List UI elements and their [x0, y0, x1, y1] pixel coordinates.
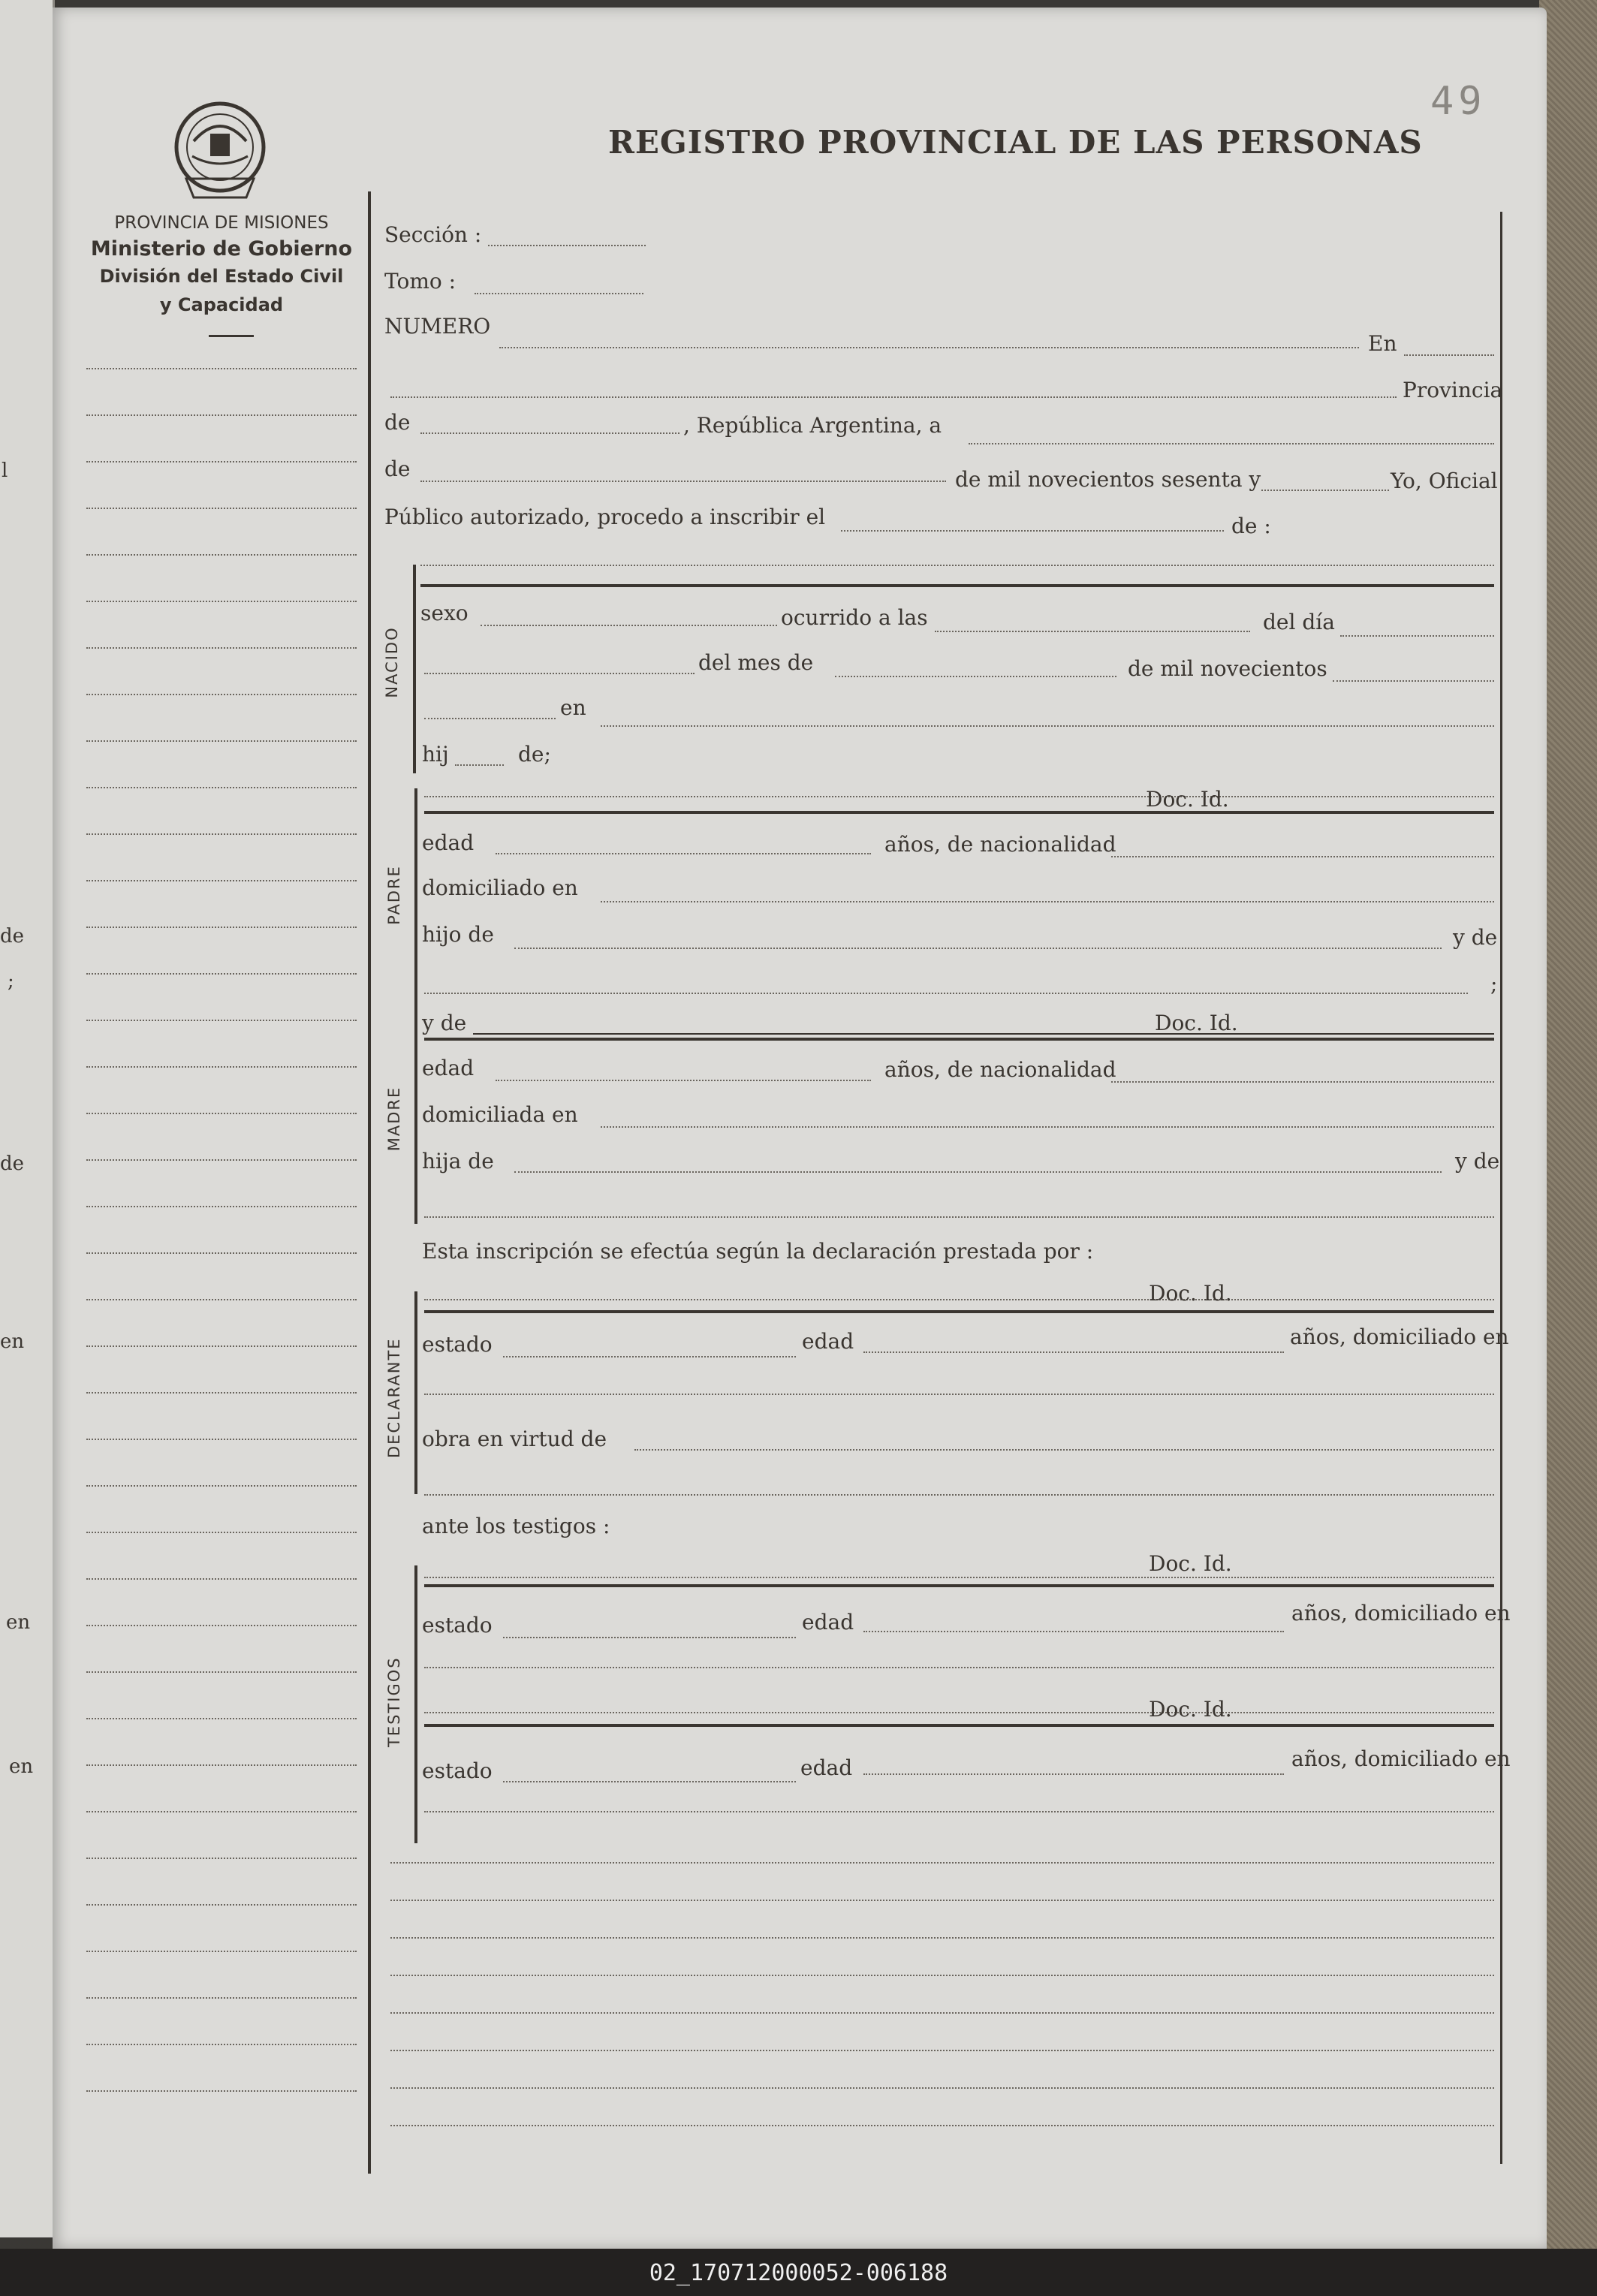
observation-line[interactable]	[390, 1900, 1494, 1901]
testigo1-edad-label: edad	[802, 1610, 854, 1635]
mil-sesenta-label: de mil novecientos sesenta y	[955, 467, 1261, 492]
observation-line[interactable]	[390, 1862, 1494, 1864]
testigo2-estado-label: estado	[422, 1758, 493, 1783]
testigos-bracket	[414, 1565, 417, 1843]
provincial-seal-icon	[171, 96, 269, 209]
testigo2-domicilio-field[interactable]	[424, 1811, 1494, 1812]
declarante-bracket	[414, 1291, 417, 1494]
margin-line[interactable]	[86, 461, 357, 463]
padre-name-dotline	[424, 796, 1494, 797]
margin-line[interactable]	[86, 973, 357, 975]
madre-name-line[interactable]	[473, 1033, 1494, 1035]
margin-line[interactable]	[86, 1997, 357, 1999]
testigo2-edad-label: edad	[800, 1755, 853, 1780]
province-field[interactable]	[420, 432, 679, 434]
hora-field[interactable]	[935, 631, 1250, 632]
left-page-fragment: ;	[8, 970, 14, 993]
anio-field[interactable]	[1333, 680, 1494, 682]
margin-line[interactable]	[86, 1439, 357, 1440]
padre-bracket	[414, 788, 417, 1014]
margin-line[interactable]	[86, 508, 357, 509]
publico-label: Público autorizado, procedo a inscribir el	[384, 505, 826, 529]
hija-de-label: hija de	[422, 1149, 494, 1174]
margin-line[interactable]	[86, 1020, 357, 1021]
padre-domicilio-label: domiciliado en	[422, 875, 578, 900]
date-day-field[interactable]	[969, 443, 1494, 444]
margin-line[interactable]	[86, 1578, 357, 1580]
header-dash	[209, 335, 254, 337]
seccion-label: Sección :	[384, 222, 482, 247]
provincia-label: Provincia	[1403, 378, 1503, 402]
yo-oficial-label: Yo, Oficial	[1391, 469, 1498, 493]
declarante-domicilio-field[interactable]	[424, 1394, 1494, 1395]
margin-line[interactable]	[86, 554, 357, 556]
declarante-label: DECLARANTE	[385, 1337, 403, 1458]
margin-line[interactable]	[86, 647, 357, 649]
margin-notes-column	[86, 368, 360, 2155]
de-label-2: de	[384, 456, 411, 481]
declarante-name-dotline	[424, 1299, 1494, 1300]
left-page-fragment: l	[2, 460, 8, 482]
margin-line[interactable]	[86, 1066, 357, 1068]
left-page-fragment: en	[9, 1755, 34, 1778]
padre-doc-label: Doc. Id.	[1146, 787, 1229, 812]
testigo1-name-dotline	[424, 1577, 1494, 1578]
padre-padre-field[interactable]	[514, 948, 1442, 949]
margin-line[interactable]	[86, 1299, 357, 1300]
padre-domicilio-field[interactable]	[601, 901, 1494, 902]
testigo2-name-dotline	[424, 1712, 1494, 1713]
testigo2-doc-label: Doc. Id.	[1149, 1697, 1232, 1722]
del-dia-label: del día	[1263, 610, 1335, 634]
padre-edad-field[interactable]	[496, 853, 871, 854]
nacido-name-dotline	[420, 565, 1494, 566]
testigo2-domicilio-label: años, domiciliado en	[1291, 1746, 1511, 1771]
nacido-name-line[interactable]	[420, 584, 1494, 587]
de-semicolon-label: de;	[518, 742, 551, 767]
observation-line[interactable]	[390, 1937, 1494, 1939]
left-page-fragment: en	[6, 1611, 31, 1634]
mil-novecientos-label: de mil novecientos	[1128, 656, 1327, 681]
header-ministry: Ministerio de Gobierno	[90, 237, 353, 261]
lugar-field[interactable]	[601, 725, 1494, 727]
dia-field[interactable]	[1340, 635, 1494, 637]
book-cover-cloth	[1539, 0, 1597, 2252]
padre-edad-label: edad	[422, 830, 475, 855]
left-page-edge	[0, 0, 55, 2237]
madre-name-rule	[424, 1038, 1494, 1041]
margin-line[interactable]	[86, 1811, 357, 1812]
declaracion-text: Esta inscripción se efectúa según la declaración prestada por :	[422, 1239, 1094, 1264]
margin-line[interactable]	[86, 833, 357, 835]
madre-domicilio-label: domiciliada en	[422, 1102, 578, 1127]
margin-line[interactable]	[86, 1625, 357, 1626]
testigos-label: TESTIGOS	[385, 1656, 403, 1747]
obra-label: obra en virtud de	[422, 1427, 607, 1451]
testigos-intro: ante los testigos :	[422, 1514, 610, 1538]
margin-line[interactable]	[86, 1252, 357, 1254]
observation-line[interactable]	[390, 2012, 1494, 2014]
madre-edad-field[interactable]	[496, 1080, 871, 1081]
image-id-caption: 02_170712000052-006188	[649, 2260, 948, 2286]
en-nacido-label: en	[560, 695, 586, 720]
observation-line[interactable]	[390, 2087, 1494, 2089]
observation-line[interactable]	[390, 2125, 1494, 2126]
page-number: 49	[1430, 79, 1487, 124]
margin-line[interactable]	[86, 694, 357, 695]
del-mes-label: del mes de	[698, 650, 814, 675]
declarante-estado-label: estado	[422, 1332, 493, 1357]
location-field[interactable]	[390, 396, 1397, 398]
margin-line[interactable]	[86, 1113, 357, 1114]
margin-line[interactable]	[86, 1718, 357, 1719]
tomo-label: Tomo :	[384, 269, 457, 294]
padre-label: PADRE	[385, 865, 403, 925]
declarante-name-line[interactable]	[424, 1310, 1494, 1313]
madre-bracket	[414, 1014, 417, 1224]
madre-madre-field[interactable]	[424, 1216, 1494, 1218]
madre-y-de-label: y de	[1455, 1149, 1500, 1174]
testigo2-estado-field[interactable]	[503, 1781, 796, 1782]
year-field[interactable]	[1261, 490, 1389, 491]
margin-line[interactable]	[86, 740, 357, 742]
margin-line[interactable]	[86, 2044, 357, 2045]
madre-label: MADRE	[385, 1086, 403, 1152]
madre-y-de-label: y de	[422, 1011, 467, 1035]
testigo1-estado-field[interactable]	[503, 1637, 796, 1638]
form-title: REGISTRO PROVINCIAL DE LAS PERSONAS	[608, 124, 1423, 161]
left-page-fragment: de	[0, 1153, 25, 1175]
margin-line[interactable]	[86, 880, 357, 881]
madre-doc-label: Doc. Id.	[1155, 1011, 1238, 1035]
numero-field[interactable]	[499, 347, 1359, 348]
header-division: División del Estado Civil	[99, 266, 344, 287]
margin-line[interactable]	[86, 927, 357, 928]
padre-nacionalidad-label: años, de nacionalidad	[884, 832, 1116, 857]
madre-padre-field[interactable]	[514, 1171, 1442, 1173]
margin-line[interactable]	[86, 1671, 357, 1673]
dia-cont-field[interactable]	[424, 673, 695, 674]
en-field[interactable]	[1404, 354, 1494, 356]
hij-label: hij	[422, 742, 449, 767]
observation-line[interactable]	[390, 1975, 1494, 1976]
margin-line[interactable]	[86, 1159, 357, 1161]
header-capacity: y Capacidad	[159, 294, 284, 315]
numero-label: NUMERO	[384, 314, 491, 339]
madre-nacionalidad-label: años, de nacionalidad	[884, 1057, 1116, 1082]
declarante-estado-field[interactable]	[503, 1356, 796, 1357]
padre-semicolon: ;	[1490, 972, 1498, 996]
testigo1-domicilio-label: años, domiciliado en	[1291, 1601, 1511, 1626]
declarante-doc-label: Doc. Id.	[1149, 1281, 1232, 1306]
declarante-domicilio-label: años, domiciliado en	[1290, 1324, 1509, 1349]
margin-line[interactable]	[86, 601, 357, 602]
margin-line[interactable]	[86, 1904, 357, 1906]
hij-field[interactable]	[455, 764, 504, 766]
tomo-field[interactable]	[475, 293, 643, 294]
left-page-fragment: de	[0, 925, 25, 948]
inscribir-field[interactable]	[841, 530, 1224, 532]
margin-line[interactable]	[86, 1206, 357, 1207]
left-page-fragment: en	[0, 1330, 25, 1353]
month-field[interactable]	[420, 481, 946, 482]
en-label: En	[1368, 331, 1397, 356]
margin-line[interactable]	[86, 414, 357, 416]
ocurrido-label: ocurrido a las	[781, 605, 928, 630]
sexo-label: sexo	[420, 601, 469, 625]
seccion-field[interactable]	[488, 245, 646, 246]
de-label: de	[384, 410, 411, 435]
testigo1-estado-label: estado	[422, 1613, 493, 1638]
declarante-edad-label: edad	[802, 1329, 854, 1354]
padre-nacionalidad-field[interactable]	[1111, 856, 1494, 857]
obra-cont-field[interactable]	[424, 1494, 1494, 1496]
de-colon-label: de :	[1231, 514, 1271, 538]
nacido-bracket	[413, 565, 416, 773]
testigo2-name-line[interactable]	[424, 1724, 1494, 1727]
testigo1-doc-label: Doc. Id.	[1149, 1551, 1232, 1576]
padre-madre-field[interactable]	[424, 993, 1468, 994]
madre-edad-label: edad	[422, 1056, 475, 1080]
margin-line[interactable]	[86, 1858, 357, 1859]
declarante-edad-field[interactable]	[863, 1351, 1284, 1353]
margin-line[interactable]	[86, 1764, 357, 1766]
margin-line[interactable]	[86, 1951, 357, 1952]
main-vertical-rule	[368, 191, 371, 2174]
sexo-field[interactable]	[481, 625, 777, 626]
madre-nacionalidad-field[interactable]	[1111, 1081, 1494, 1083]
obra-field[interactable]	[634, 1449, 1494, 1451]
margin-line[interactable]	[86, 1392, 357, 1394]
margin-line[interactable]	[86, 2090, 357, 2092]
observations-area[interactable]	[390, 1862, 1498, 2162]
margin-line[interactable]	[86, 787, 357, 788]
testigo2-edad-field[interactable]	[863, 1773, 1284, 1775]
padre-y-de-label: y de	[1453, 925, 1498, 950]
margin-line[interactable]	[86, 1485, 357, 1487]
republica-label: , República Argentina, a	[683, 413, 942, 438]
observation-line[interactable]	[390, 2050, 1494, 2051]
testigo1-edad-field[interactable]	[863, 1631, 1284, 1632]
testigo1-name-line[interactable]	[424, 1584, 1494, 1587]
madre-domicilio-field[interactable]	[601, 1126, 1494, 1128]
margin-line[interactable]	[86, 1532, 357, 1533]
nacido-label: NACIDO	[383, 626, 401, 698]
right-vertical-rule	[1500, 212, 1502, 2164]
margin-line[interactable]	[86, 1345, 357, 1347]
padre-name-line[interactable]	[424, 811, 1494, 814]
hijo-de-label: hijo de	[422, 922, 494, 947]
header-province: PROVINCIA DE MISIONES	[114, 213, 329, 233]
mes-field[interactable]	[835, 676, 1116, 677]
margin-line[interactable]	[86, 368, 357, 369]
testigo1-domicilio-field[interactable]	[424, 1667, 1494, 1668]
anio-cont-field[interactable]	[424, 718, 556, 719]
